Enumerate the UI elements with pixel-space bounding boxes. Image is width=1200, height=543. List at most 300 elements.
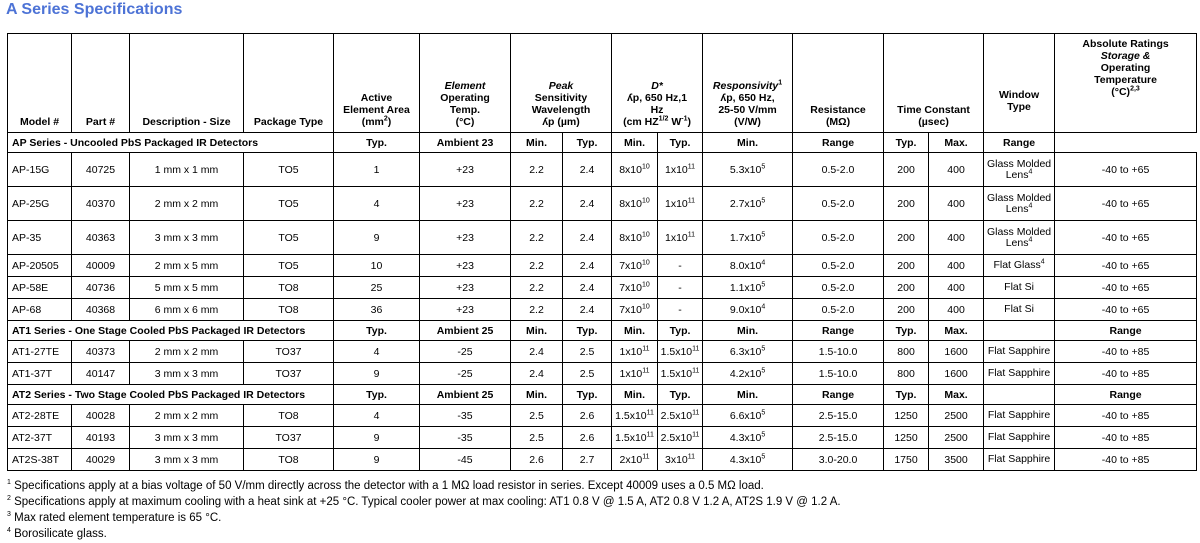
header-tc-line2: (µsec) [918,116,949,128]
table-row [8,277,1197,299]
header-abs-sup: 2,3 [1130,85,1140,93]
d-star-min [612,449,658,471]
peak-min: 2.2 [511,221,563,255]
section-area-label: Typ. [334,385,420,405]
header-resp-line1: Responsivity [712,80,779,92]
section-tc-max-label: Max. [929,385,984,405]
section-abs-label: Range [984,133,1055,153]
absolute-temp-range: -40 to +85 [1055,363,1197,385]
section-window-label [984,385,1055,405]
operating-temp: +23 [420,277,511,299]
time-constant-typ: 200 [884,187,929,221]
section-header-row [8,385,1197,405]
d-star-min [612,427,658,449]
peak-typ: 2.6 [563,427,612,449]
header-abs-line3: Operating [1100,62,1151,74]
section-resistance-label: Range [793,385,884,405]
resistance-range: 2.5-15.0 [793,405,884,427]
section-title: AP Series - Uncooled PbS Packaged IR Detectors [8,133,334,153]
footnote-text: Specifications apply at a bias voltage of 50 V/mm directly across the detector with a 1 MΩ load resistor in series. Except 40009 uses a 0.5 MΩ load. [14,480,764,492]
time-constant-typ: 200 [884,299,929,321]
operating-temp: +23 [420,221,511,255]
part-number: 40028 [72,405,130,427]
time-constant-typ: 1250 [884,405,929,427]
peak-typ: 2.7 [563,449,612,471]
window-type-footnote: 4 [1028,202,1033,209]
window-type [984,427,1055,449]
section-peak-min-label: Min. [511,133,563,153]
peak-min: 2.4 [511,363,563,385]
section-resistance-label: Range [793,321,884,341]
d-star-min-value: 7x10 [619,259,642,272]
d-star-typ-value: - [678,281,682,294]
section-abs-label: Range [1055,385,1197,405]
d-star-typ-exponent: 11 [692,431,700,438]
responsivity-value: 1.7x10 [729,231,762,244]
absolute-temp-range: -40 to +65 [1055,221,1197,255]
section-area-label: Typ. [334,321,420,341]
active-area: 4 [334,405,420,427]
header-package: Package Type [244,34,334,133]
time-constant-max: 1600 [929,341,984,363]
d-star-min [612,255,658,277]
part-number: 40009 [72,255,130,277]
header-resistance-line2: (MΩ) [825,116,851,128]
description-size: 3 mm x 3 mm [130,363,244,385]
footnote-number: 2 [7,495,11,503]
absolute-temp-range: -40 to +85 [1055,449,1197,471]
header-responsivity [703,34,793,133]
model-number: AP-35 [8,221,72,255]
d-star-typ-value: 1.5x10 [660,367,693,380]
peak-typ: 2.5 [563,341,612,363]
time-constant-max: 400 [929,187,984,221]
active-area: 25 [334,277,420,299]
responsivity-exponent: 5 [761,281,766,288]
absolute-temp-range: -40 to +65 [1055,255,1197,277]
window-type-line1: Flat Sapphire [987,453,1051,465]
section-tc-typ-label: Typ. [884,133,929,153]
peak-typ: 2.4 [563,277,612,299]
d-star-min-value: 1x10 [619,367,643,380]
responsivity-value: 6.6x10 [729,409,762,422]
resistance-range: 2.5-15.0 [793,427,884,449]
responsivity-min [703,341,793,363]
model-number: AP-25G [8,187,72,221]
table-row [8,427,1197,449]
absolute-temp-range: -40 to +65 [1055,299,1197,321]
d-star-min [612,277,658,299]
table-row [8,341,1197,363]
d-star-typ [658,187,703,221]
part-number: 40147 [72,363,130,385]
time-constant-typ: 200 [884,221,929,255]
window-type-line2: Lens [1005,202,1029,215]
peak-min: 2.4 [511,341,563,363]
d-star-min [612,153,658,187]
header-resistance [793,34,884,133]
part-number: 40736 [72,277,130,299]
responsivity-min [703,221,793,255]
peak-min: 2.2 [511,187,563,221]
peak-min: 2.6 [511,449,563,471]
header-peak-line2: Sensitivity [534,92,588,104]
d-star-typ [658,277,703,299]
section-header-row [8,321,1197,341]
responsivity-value: 1.1x10 [729,281,762,294]
section-tc-typ-label: Typ. [884,321,929,341]
header-absolute-ratings [1055,34,1197,133]
active-area: 10 [334,255,420,277]
header-resp-line2: ʎp, 650 Hz, [720,92,775,104]
responsivity-value: 9.0x10 [729,303,762,316]
description-size: 6 mm x 6 mm [130,299,244,321]
section-resp-label: Min. [703,385,793,405]
responsivity-exponent: 4 [761,303,766,310]
header-d-sup2: -1 [681,115,688,123]
d-star-typ [658,153,703,187]
table-row [8,405,1197,427]
model-number: AT2S-38T [8,449,72,471]
page-title: A Series Specifications [6,1,183,18]
time-constant-typ: 800 [884,341,929,363]
d-star-min-value: 1.5x10 [615,409,647,422]
header-area-line2: Element Area [343,104,410,116]
header-peak-line4: ʎp (µm) [542,116,580,128]
absolute-temp-range: -40 to +85 [1055,341,1197,363]
window-type-line1: Flat Glass [993,259,1041,271]
section-resp-label: Min. [703,321,793,341]
responsivity-value: 5.3x10 [729,163,762,176]
window-type-footnote: 4 [1028,168,1033,175]
absolute-temp-range: -40 to +65 [1055,153,1197,187]
d-star-typ-exponent: 11 [687,231,696,238]
header-d-line3: Hz [650,104,664,116]
header-resp-sup: 1 [778,79,783,87]
d-star-typ [658,427,703,449]
responsivity-value: 8.0x10 [729,259,762,272]
time-constant-max: 2500 [929,405,984,427]
description-size: 2 mm x 5 mm [130,255,244,277]
header-model: Model # [8,34,72,133]
section-abs-label: Range [1055,321,1197,341]
window-type-line1: Glass Molded [986,157,1052,170]
d-star-min-exponent: 10 [642,231,650,238]
resistance-range: 1.5-10.0 [793,341,884,363]
footnote-text: Max rated element temperature is 65 °C. [14,512,222,524]
resistance-range: 3.0-20.0 [793,449,884,471]
d-star-typ-value: 1x10 [664,231,688,244]
footnote-number: 1 [7,479,11,487]
responsivity-min [703,405,793,427]
d-star-min-value: 1x10 [619,345,643,358]
window-type [984,363,1055,385]
time-constant-typ: 200 [884,153,929,187]
section-d-min-label: Min. [612,133,658,153]
header-d-line1: D* [651,80,663,92]
active-area: 9 [334,449,420,471]
active-area: 9 [334,427,420,449]
section-tc-max-label: Max. [929,133,984,153]
d-star-min-value: 7x10 [619,303,642,316]
header-d-line4c: ) [687,116,691,128]
active-area: 9 [334,363,420,385]
d-star-typ [658,405,703,427]
peak-typ: 2.4 [563,299,612,321]
section-peak-min-label: Min. [511,321,563,341]
window-type [984,255,1055,277]
d-star-min-value: 7x10 [619,281,642,294]
window-type-line2: Lens [1005,236,1029,249]
d-star-typ-value: 1.5x10 [660,345,693,358]
package-type: TO8 [244,299,334,321]
resistance-range: 0.5-2.0 [793,299,884,321]
operating-temp: +23 [420,187,511,221]
header-tc-line1: Time Constant [897,104,970,116]
header-d-line4b: W [668,116,682,128]
description-size: 2 mm x 2 mm [130,341,244,363]
time-constant-typ: 1250 [884,427,929,449]
d-star-typ-value: 1x10 [664,197,688,210]
header-resp-line4: (V/W) [734,116,761,128]
responsivity-min [703,363,793,385]
d-star-min [612,221,658,255]
header-d-star [612,34,703,133]
d-star-min-exponent: 11 [642,453,650,460]
window-type [984,341,1055,363]
responsivity-min [703,277,793,299]
time-constant-typ: 1750 [884,449,929,471]
section-resp-label: Min. [703,133,793,153]
responsivity-min [703,449,793,471]
d-star-min-exponent: 10 [642,197,650,204]
responsivity-exponent: 4 [761,259,766,266]
d-star-min-exponent: 11 [642,345,650,352]
section-resistance-label: Range [793,133,884,153]
header-abs-line2: Storage & [1100,50,1151,62]
responsivity-min [703,427,793,449]
operating-temp: +23 [420,299,511,321]
d-star-min-exponent: 10 [642,259,650,266]
header-area-line3-end: ) [387,116,392,128]
header-temp-line2: Operating [440,92,490,104]
responsivity-exponent: 5 [761,163,766,170]
header-time-constant [884,34,984,133]
header-resp-line3: 25-50 V/mm [718,104,777,116]
active-area: 4 [334,341,420,363]
table-row [8,449,1197,471]
peak-min: 2.2 [511,299,563,321]
active-area: 4 [334,187,420,221]
part-number: 40193 [72,427,130,449]
description-size: 5 mm x 5 mm [130,277,244,299]
operating-temp: -25 [420,341,511,363]
header-abs-line4: Temperature [1094,74,1157,86]
peak-typ: 2.4 [563,187,612,221]
section-d-min-label: Min. [612,385,658,405]
header-abs-line1: Absolute Ratings [1082,38,1169,50]
model-number: AP-68 [8,299,72,321]
window-type-line1: Flat Sapphire [987,431,1051,443]
d-star-typ-exponent: 11 [687,453,696,460]
section-title: AT1 Series - One Stage Cooled PbS Packaged IR Detectors [8,321,334,341]
footnote [7,526,841,542]
section-header-row [8,133,1197,153]
header-abs-line5: (°C) [1111,86,1131,98]
section-d-typ-label: Typ. [658,133,703,153]
d-star-min-value: 2x10 [619,453,643,466]
table-row [8,363,1197,385]
header-peak-line3: Wavelength [531,104,591,116]
peak-min: 2.2 [511,153,563,187]
d-star-typ [658,255,703,277]
d-star-min-exponent: 10 [642,303,650,310]
d-star-min-exponent: 11 [646,409,654,416]
window-type-line1: Glass Molded [986,191,1052,204]
d-star-typ [658,363,703,385]
d-star-min [612,341,658,363]
model-number: AP-20505 [8,255,72,277]
section-peak-typ-label: Typ. [563,321,612,341]
responsivity-value: 4.3x10 [729,431,762,444]
time-constant-max: 3500 [929,449,984,471]
time-constant-max: 400 [929,153,984,187]
time-constant-max: 400 [929,299,984,321]
d-star-typ [658,341,703,363]
peak-typ: 2.6 [563,405,612,427]
d-star-min-value: 8x10 [619,197,642,210]
header-area-sup: 2 [383,115,388,123]
footnote [7,494,841,510]
table-row [8,221,1197,255]
window-type [984,187,1055,221]
section-tc-max-label: Max. [929,321,984,341]
package-type: TO5 [244,255,334,277]
d-star-typ-exponent: 11 [687,197,696,204]
part-number: 40373 [72,341,130,363]
footnote-text: Specifications apply at maximum cooling with a heat sink at +25 °C. Typical cooler power at max cooling: AT1 0.8 V @ 1.5 A, AT2 0.8 V 1.2 A, AT2S 1.9 V @ 1.2 A. [14,496,841,508]
active-area: 36 [334,299,420,321]
time-constant-typ: 800 [884,363,929,385]
d-star-typ-exponent: 11 [692,345,700,352]
section-peak-typ-label: Typ. [563,385,612,405]
table-row [8,299,1197,321]
description-size: 1 mm x 1 mm [130,153,244,187]
window-type [984,277,1055,299]
operating-temp: -35 [420,427,511,449]
package-type: TO8 [244,277,334,299]
d-star-typ [658,221,703,255]
responsivity-value: 4.2x10 [729,367,762,380]
d-star-typ-value: - [678,303,682,316]
d-star-min-value: 8x10 [619,231,642,244]
part-number: 40370 [72,187,130,221]
specifications-table [7,33,1197,471]
part-number: 40368 [72,299,130,321]
window-type-line1: Flat Sapphire [987,409,1051,421]
d-star-typ-exponent: 11 [692,409,700,416]
part-number: 40029 [72,449,130,471]
header-operating-temp [420,34,511,133]
d-star-min-exponent: 10 [642,163,650,170]
description-size: 3 mm x 3 mm [130,449,244,471]
d-star-min [612,187,658,221]
responsivity-min [703,187,793,221]
header-temp-line4: (°C) [455,116,475,128]
section-temp-label: Ambient 25 [420,385,511,405]
header-d-sup1: 1/2 [658,115,669,123]
d-star-min-exponent: 10 [642,281,650,288]
window-type [984,449,1055,471]
d-star-min-value: 1.5x10 [615,431,647,444]
responsivity-exponent: 5 [761,453,766,460]
package-type: TO37 [244,341,334,363]
responsivity-value: 6.3x10 [729,345,762,358]
time-constant-max: 2500 [929,427,984,449]
time-constant-max: 1600 [929,363,984,385]
header-area-line3: (mm [361,116,384,128]
table-row [8,153,1197,187]
package-type: TO5 [244,221,334,255]
d-star-typ-exponent: 11 [692,367,700,374]
section-d-typ-label: Typ. [658,321,703,341]
operating-temp: +23 [420,153,511,187]
responsivity-exponent: 5 [761,409,766,416]
responsivity-exponent: 5 [761,197,766,204]
description-size: 2 mm x 2 mm [130,405,244,427]
resistance-range: 0.5-2.0 [793,277,884,299]
header-temp-line1: Element [444,80,486,92]
header-peak-wavelength [511,34,612,133]
d-star-min [612,299,658,321]
footnote-number: 4 [7,527,11,535]
peak-typ: 2.4 [563,255,612,277]
peak-min: 2.5 [511,427,563,449]
model-number: AP-15G [8,153,72,187]
active-area: 1 [334,153,420,187]
footnote [7,478,841,494]
d-star-min [612,405,658,427]
absolute-temp-range: -40 to +85 [1055,427,1197,449]
column-header-row [8,34,1197,133]
section-window-label [984,321,1055,341]
header-part: Part # [72,34,130,133]
header-d-line2: ʎp, 650 Hz,1 [626,92,688,104]
header-window-line2: Type [1007,101,1031,113]
window-type-line1: Glass Molded [986,225,1052,238]
peak-min: 2.2 [511,277,563,299]
section-tc-typ-label: Typ. [884,385,929,405]
description-size: 2 mm x 2 mm [130,187,244,221]
resistance-range: 0.5-2.0 [793,153,884,187]
peak-typ: 2.5 [563,363,612,385]
header-d-line4a: (cm HZ [623,116,659,128]
absolute-temp-range: -40 to +65 [1055,277,1197,299]
peak-min: 2.5 [511,405,563,427]
responsivity-exponent: 5 [761,231,766,238]
header-description: Description - Size [130,34,244,133]
description-size: 3 mm x 3 mm [130,221,244,255]
resistance-range: 0.5-2.0 [793,187,884,221]
operating-temp: -35 [420,405,511,427]
d-star-typ [658,299,703,321]
operating-temp: +23 [420,255,511,277]
header-window-type [984,34,1055,133]
section-peak-min-label: Min. [511,385,563,405]
table-row [8,187,1197,221]
responsivity-exponent: 5 [761,345,766,352]
time-constant-max: 400 [929,277,984,299]
